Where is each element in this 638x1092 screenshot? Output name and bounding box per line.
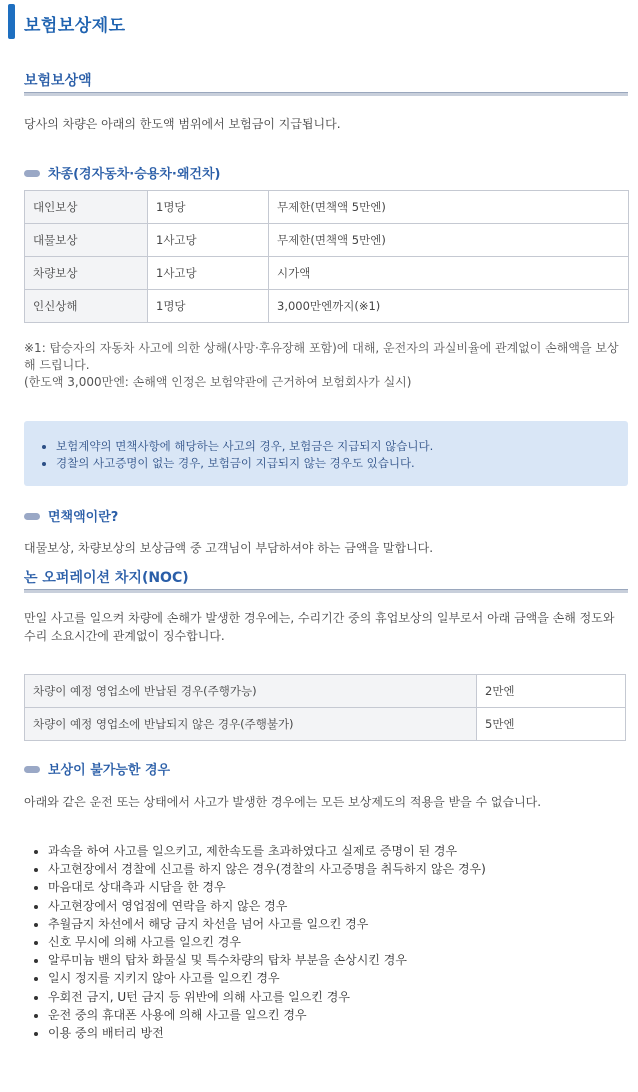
insurance-intro: 당사의 차량은 아래의 한도액 범위에서 보험금이 지급됩니다.	[24, 117, 341, 131]
section-divider	[24, 589, 628, 593]
table-cell: 차량보상	[25, 257, 148, 290]
table-cell: 1사고당	[148, 257, 269, 290]
table-row	[25, 257, 629, 290]
notice-item: • 보험계약의 면책사항에 해당하는 사고의 경우, 보험금은 지급되지 않습니다.	[56, 438, 628, 455]
deductible-text: 대물보상, 차량보상의 보상금액 중 고객님이 부담하셔야 하는 금액을 말합니다.	[24, 541, 434, 555]
list-item: • 이용 중의 배터리 방전	[48, 1024, 486, 1042]
list-item: • 우회전 금지, U턴 금지 등 위반에 의해 사고를 일으킨 경우	[48, 988, 486, 1006]
table-cell: 1명당	[148, 191, 269, 224]
page-title: 보험보상제도	[24, 16, 126, 36]
table-cell: 인신상해	[25, 290, 148, 323]
no-comp-list	[24, 842, 486, 1042]
notice-item: • 경찰의 사고증명이 없는 경우, 보험금이 지급되지 않는 경우도 있습니다.	[56, 455, 628, 472]
noc-table	[24, 674, 626, 741]
table-cell: 3,000만엔까지(※1)	[269, 290, 629, 323]
list-item: • 알루미늄 밴의 탑차 화물실 및 특수차량의 탑차 부분을 손상시킨 경우	[48, 951, 486, 969]
footnote-1: ※1: 탑승자의 자동차 사고에 의한 상해(사망·후유장해 포함)에 대해, 운전자의 과실비율에 관계없이 손해액을 보상해 드립니다.	[24, 341, 619, 372]
table-row	[25, 675, 626, 708]
list-item: • 신호 무시에 의해 사고를 일으킨 경우	[48, 933, 486, 951]
table-cell: 무제한(면책액 5만엔)	[269, 224, 629, 257]
no-comp-subtitle-text: 보상이 불가능한 경우	[48, 763, 171, 778]
no-comp-intro: 아래와 같은 운전 또는 상태에서 사고가 발생한 경우에는 모든 보상제도의 적용을 받을 수 없습니다.	[24, 795, 542, 809]
table-cell: 대인보상	[25, 191, 148, 224]
table-cell: 무제한(면책액 5만엔)	[269, 191, 629, 224]
list-item: • 일시 정지를 지키지 않아 사고를 일으킨 경우	[48, 969, 486, 987]
deductible-subtitle	[24, 506, 118, 525]
list-item: • 사고현장에서 영업점에 연락을 하지 않은 경우	[48, 897, 486, 915]
bullet-icon	[24, 170, 40, 177]
table-row	[25, 224, 629, 257]
list-item: • 운전 중의 휴대폰 사용에 의해 사고를 일으킨 경우	[48, 1006, 486, 1024]
noc-section-title: 논 오퍼레이션 차지(NOC)	[24, 570, 189, 586]
page-title-accent	[8, 4, 15, 39]
list-item: • 과속을 하여 사고를 일으키고, 제한속도를 초과하였다고 실제로 증명이 된 경우	[48, 842, 486, 860]
bullet-icon	[24, 513, 40, 520]
footnote-2: (한도액 3,000만엔: 손해액 인정은 보험약관에 근거하여 보험회사가 실시)	[24, 375, 412, 389]
deductible-subtitle-text: 면책액이란?	[48, 510, 119, 525]
table-cell: 차량이 예정 영업소에 반납되지 않은 경우(주행불가)	[25, 708, 477, 741]
insurance-table	[24, 190, 629, 323]
table-cell: 대물보상	[25, 224, 148, 257]
insurance-section-title: 보험보상액	[24, 73, 92, 89]
section-divider	[24, 92, 628, 96]
list-item: • 마음대로 상대측과 시담을 한 경우	[48, 878, 486, 896]
list-item: • 사고현장에서 경찰에 신고를 하지 않은 경우(경찰의 사고증명을 취득하지 않은 경우)	[48, 860, 486, 878]
table-cell: 5만엔	[477, 708, 626, 741]
table-cell: 1사고당	[148, 224, 269, 257]
table-cell: 시가액	[269, 257, 629, 290]
vehicle-type-subtitle-text: 차종(경자동차·승용차·왜건차)	[48, 167, 221, 182]
notice-box	[24, 421, 628, 486]
list-item: • 추월금지 차선에서 해당 금지 차선을 넘어 사고를 일으킨 경우	[48, 915, 486, 933]
table-cell: 1명당	[148, 290, 269, 323]
table-row	[25, 290, 629, 323]
no-comp-subtitle	[24, 759, 170, 778]
table-cell: 차량이 예정 영업소에 반납된 경우(주행가능)	[25, 675, 477, 708]
noc-text: 만일 사고를 일으켜 차량에 손해가 발생한 경우에는, 수리기간 중의 휴업보상의 일부로서 아래 금액을 손해 정도와 수리 소요시간에 관계없이 징수합니다.	[24, 611, 615, 643]
table-row	[25, 708, 626, 741]
vehicle-type-subtitle	[24, 163, 220, 182]
table-cell: 2만엔	[477, 675, 626, 708]
table-row	[25, 191, 629, 224]
bullet-icon	[24, 766, 40, 773]
